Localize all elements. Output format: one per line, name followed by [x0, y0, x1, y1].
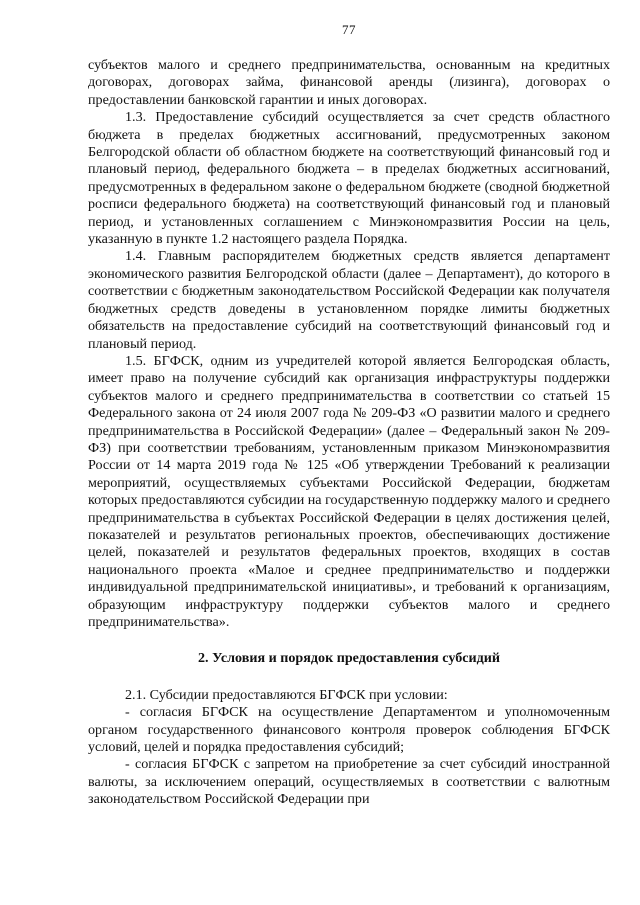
paragraph-1-5: 1.5. БГФСК, одним из учредителей которой является Белгородская область, имеет право на получение субсидий как организация инфраструктуры поддержки субъектов малого и среднего предпринимательства в соответствии со статьей 15 Федерального закона от 24 июля 2007 года № 209-ФЗ «О развитии малого и среднего предпринимательства в Российской Федерации» (далее – Федеральный закон № 209-ФЗ) при соответствии требованиям, установленным приказом Минэкономразвития России от 14 марта 2019 года № 125 «Об утверждении Требований к реализации мероприятий, осуществляемых субъектами Российской Федерации, бюджетам которых предоставляются субсидии на государственную поддержку малого и среднего предпринимательства в субъектах Российской Федерации в целях достижения целей, показателей и результатов региональных проектов, обеспечивающих достижение целей, показателей и результатов федеральных проектов, входящих в состав национального проекта «Малое и среднее предпринимательство и поддержки индивидуальной предпринимательской инициативы», и требований к организациям, образующим инфраструктуру поддержки субъектов малого и среднего предпринимательства».	[88, 352, 610, 630]
paragraph-2-1: 2.1. Субсидии предоставляются БГФСК при условии:	[125, 686, 448, 703]
paragraph-1-4: 1.4. Главным распорядителем бюджетных средств является департамент экономического развития Белгородской области (далее – Департамент), до которого в соответствии с бюджетным законодательством Российской Федерации как получателя бюджетных средств доведены в установленном порядке лимиты бюджетных обязательств на предоставление субсидий на соответствующий финансовый год и плановый период.	[88, 248, 610, 352]
condition-item-1: - согласия БГФСК на осуществление Департаментом и уполномоченным органом государственного финансового контроля проверок соблюдения БГФСК условий, целей и порядка предоставления субсидий;	[88, 704, 610, 756]
document-body	[88, 57, 610, 809]
page-number: 77	[342, 22, 356, 37]
section-heading: 2. Условия и порядок предоставления субсидий	[197, 650, 501, 667]
paragraph-1-3: 1.3. Предоставление субсидий осуществляется за счет средств областного бюджета в пределах бюджетных ассигнований, предусмотренных законом Белгородской области об областном бюджете на соответствующий финансовый год и плановый период, федерального бюджета – в пределах бюджетных ассигнований, предусмотренных в федеральном законе о федеральном бюджете (сводной бюджетной росписи федерального бюджета) на соответствующий финансовый год и плановый период, и установленных соглашением с Минэкономразвития России на цель, указанную в пункте 1.2 настоящего раздела Порядка.	[88, 109, 610, 248]
condition-item-2: - согласия БГФСК с запретом на приобретение за счет субсидий иностранной валюты, за исключением операций, осуществляемых в соответствии с валютным законодательством Российской Федерации при	[88, 756, 610, 808]
paragraph-continuation: субъектов малого и среднего предпринимательства, основанным на кредитных договорах, договорах займа, финансовой аренды (лизинга), договорах о предоставлении банковской гарантии и иных договорах.	[88, 57, 610, 108]
